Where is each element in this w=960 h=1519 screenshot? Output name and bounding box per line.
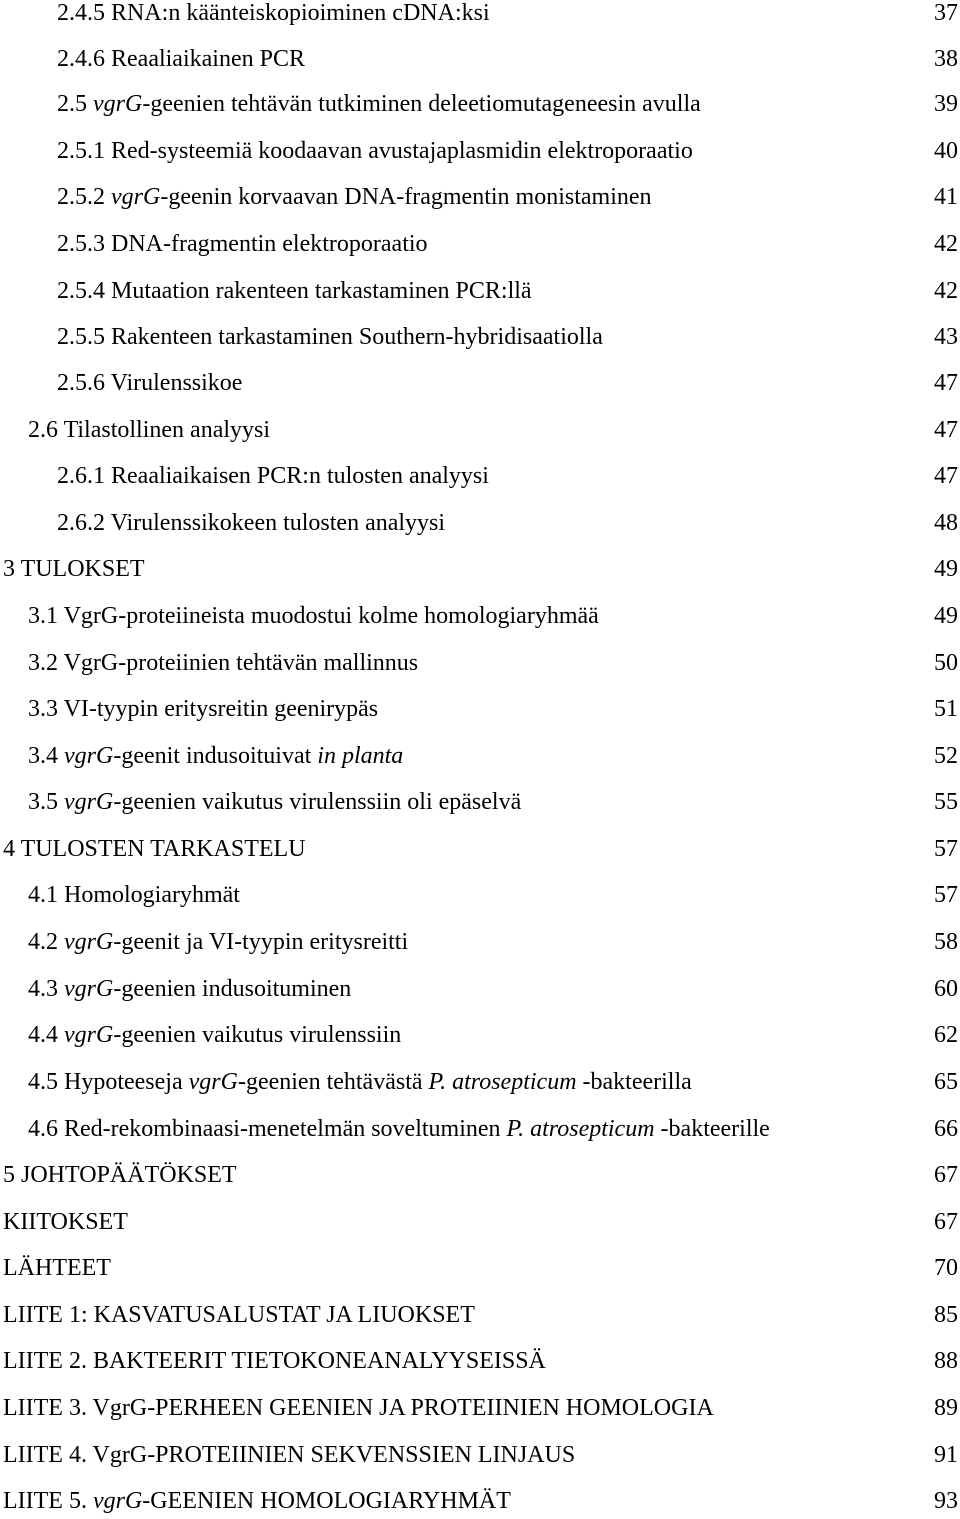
toc-row — [0, 412, 960, 448]
toc-entry: 3.4 vgrG-geenit indusoituivat in planta — [28, 743, 404, 769]
toc-entry: 4.2 vgrG-geenit ja VI-tyypin eritysreitti — [28, 929, 409, 955]
toc-row — [0, 971, 960, 1007]
toc-row — [0, 691, 960, 727]
toc-entry: 2.6 Tilastollinen analyysi — [28, 417, 271, 443]
toc-page-number: 39 — [934, 91, 958, 117]
toc-page-number: 51 — [934, 696, 958, 722]
toc-page-number: 40 — [934, 138, 958, 164]
toc-entry: 4.6 Red-rekombinaasi-menetelmän soveltuminen P. atrosepticum -bakteerille — [28, 1116, 770, 1142]
toc-row — [0, 319, 960, 355]
toc-row — [0, 877, 960, 913]
toc-page-number: 57 — [934, 882, 958, 908]
toc-row — [0, 365, 960, 401]
toc-row — [0, 1483, 960, 1519]
toc-row — [0, 1017, 960, 1053]
toc-entry: 4 TULOSTEN TARKASTELU — [3, 836, 306, 862]
toc-row — [0, 458, 960, 494]
toc-page-number: 49 — [934, 603, 958, 629]
toc-entry: 3.5 vgrG-geenien vaikutus virulenssiin oli epäselvä — [28, 789, 522, 815]
toc-row — [0, 738, 960, 774]
toc-entry: LIITE 1: KASVATUSALUSTAT JA LIUOKSET — [3, 1302, 475, 1328]
toc-page-number: 57 — [934, 836, 958, 862]
toc-row — [0, 273, 960, 309]
toc-page-number: 67 — [934, 1209, 958, 1235]
toc-page-number: 89 — [934, 1395, 958, 1421]
toc-entry: 2.6.2 Virulenssikokeen tulosten analyysi — [57, 510, 446, 536]
toc-page-number: 42 — [934, 278, 958, 304]
toc-page-number: 48 — [934, 510, 958, 536]
toc-entry: 2.5 vgrG-geenien tehtävän tutkiminen deleetiomutageneesin avulla — [57, 91, 701, 117]
toc-page-number: 47 — [934, 463, 958, 489]
toc-entry: 2.4.6 Reaaliaikainen PCR — [57, 46, 305, 72]
toc-entry: 3.3 VI-tyypin eritysreitin geenirypäs — [28, 696, 379, 722]
toc-entry: 4.1 Homologiaryhmät — [28, 882, 240, 908]
toc-page-number: 60 — [934, 976, 958, 1002]
toc-entry: LIITE 5. vgrG-GEENIEN HOMOLOGIARYHMÄT — [3, 1488, 511, 1514]
toc-row — [0, 1250, 960, 1286]
toc-row — [0, 505, 960, 541]
toc-page-number: 65 — [934, 1069, 958, 1095]
toc-page-number: 38 — [934, 46, 958, 72]
toc-page-number: 42 — [934, 231, 958, 257]
toc-row — [0, 645, 960, 681]
toc-row — [0, 831, 960, 867]
toc-row — [0, 1111, 960, 1147]
toc-entry: 2.4.5 RNA:n käänteiskopioiminen cDNA:ksi — [57, 0, 490, 26]
toc-page-number: 43 — [934, 324, 958, 350]
toc-entry: 4.4 vgrG-geenien vaikutus virulenssiin — [28, 1022, 402, 1048]
toc-row — [0, 41, 960, 77]
toc-page-number: 37 — [934, 0, 958, 26]
toc-page-number: 41 — [934, 184, 958, 210]
toc-entry: 3 TULOKSET — [3, 556, 145, 582]
toc-row — [0, 1297, 960, 1333]
toc-row — [0, 598, 960, 634]
toc-entry: 2.6.1 Reaaliaikaisen PCR:n tulosten analyysi — [57, 463, 489, 489]
toc-page-number: 70 — [934, 1255, 958, 1281]
toc-row — [0, 179, 960, 215]
toc-page-number: 47 — [934, 370, 958, 396]
toc-row — [0, 86, 960, 122]
toc-page-number: 55 — [934, 789, 958, 815]
toc-page-number: 47 — [934, 417, 958, 443]
toc-row — [0, 133, 960, 169]
toc-row — [0, 924, 960, 960]
toc-row — [0, 1204, 960, 1240]
toc-entry: 2.5.4 Mutaation rakenteen tarkastaminen PCR:llä — [57, 278, 532, 304]
toc-row — [0, 226, 960, 262]
toc-entry: 2.5.5 Rakenteen tarkastaminen Southern-hybridisaatiolla — [57, 324, 603, 350]
toc-page-number: 88 — [934, 1348, 958, 1374]
toc-page-number: 52 — [934, 743, 958, 769]
toc-row — [0, 1437, 960, 1473]
toc-entry: 4.3 vgrG-geenien indusoituminen — [28, 976, 352, 1002]
toc-page-number: 50 — [934, 650, 958, 676]
toc-page-number: 58 — [934, 929, 958, 955]
toc-entry: 3.2 VgrG-proteiinien tehtävän mallinnus — [28, 650, 419, 676]
toc-entry: LIITE 2. BAKTEERIT TIETOKONEANALYYSEISSÄ — [3, 1348, 546, 1374]
toc-page-number: 62 — [934, 1022, 958, 1048]
toc-entry: LÄHTEET — [3, 1255, 111, 1281]
toc-entry: KIITOKSET — [3, 1209, 128, 1235]
toc-row — [0, 551, 960, 587]
toc-entry: 2.5.1 Red-systeemiä koodaavan avustajaplasmidin elektroporaatio — [57, 138, 693, 164]
toc-entry: LIITE 3. VgrG-PERHEEN GEENIEN JA PROTEIINIEN HOMOLOGIA — [3, 1395, 714, 1421]
toc-row — [0, 1343, 960, 1379]
toc-page-number: 66 — [934, 1116, 958, 1142]
toc-entry: 3.1 VgrG-proteiineista muodostui kolme homologiaryhmää — [28, 603, 599, 629]
toc-row — [0, 784, 960, 820]
toc-page-number: 67 — [934, 1162, 958, 1188]
toc-entry: LIITE 4. VgrG-PROTEIINIEN SEKVENSSIEN LINJAUS — [3, 1442, 576, 1468]
toc-row — [0, 1064, 960, 1100]
toc-entry: 2.5.2 vgrG-geenin korvaavan DNA-fragmentin monistaminen — [57, 184, 652, 210]
toc-entry: 4.5 Hypoteeseja vgrG-geenien tehtävästä P. atrosepticum -bakteerilla — [28, 1069, 692, 1095]
toc-page-number: 85 — [934, 1302, 958, 1328]
toc-row — [0, 1157, 960, 1193]
toc-page-number: 91 — [934, 1442, 958, 1468]
toc-entry: 2.5.3 DNA-fragmentin elektroporaatio — [57, 231, 428, 257]
toc-row — [0, 0, 960, 31]
toc-entry: 2.5.6 Virulenssikoe — [57, 370, 243, 396]
toc-row — [0, 1390, 960, 1426]
toc-entry: 5 JOHTOPÄÄTÖKSET — [3, 1162, 237, 1188]
toc-page-number: 49 — [934, 556, 958, 582]
toc-page-number: 93 — [934, 1488, 958, 1514]
